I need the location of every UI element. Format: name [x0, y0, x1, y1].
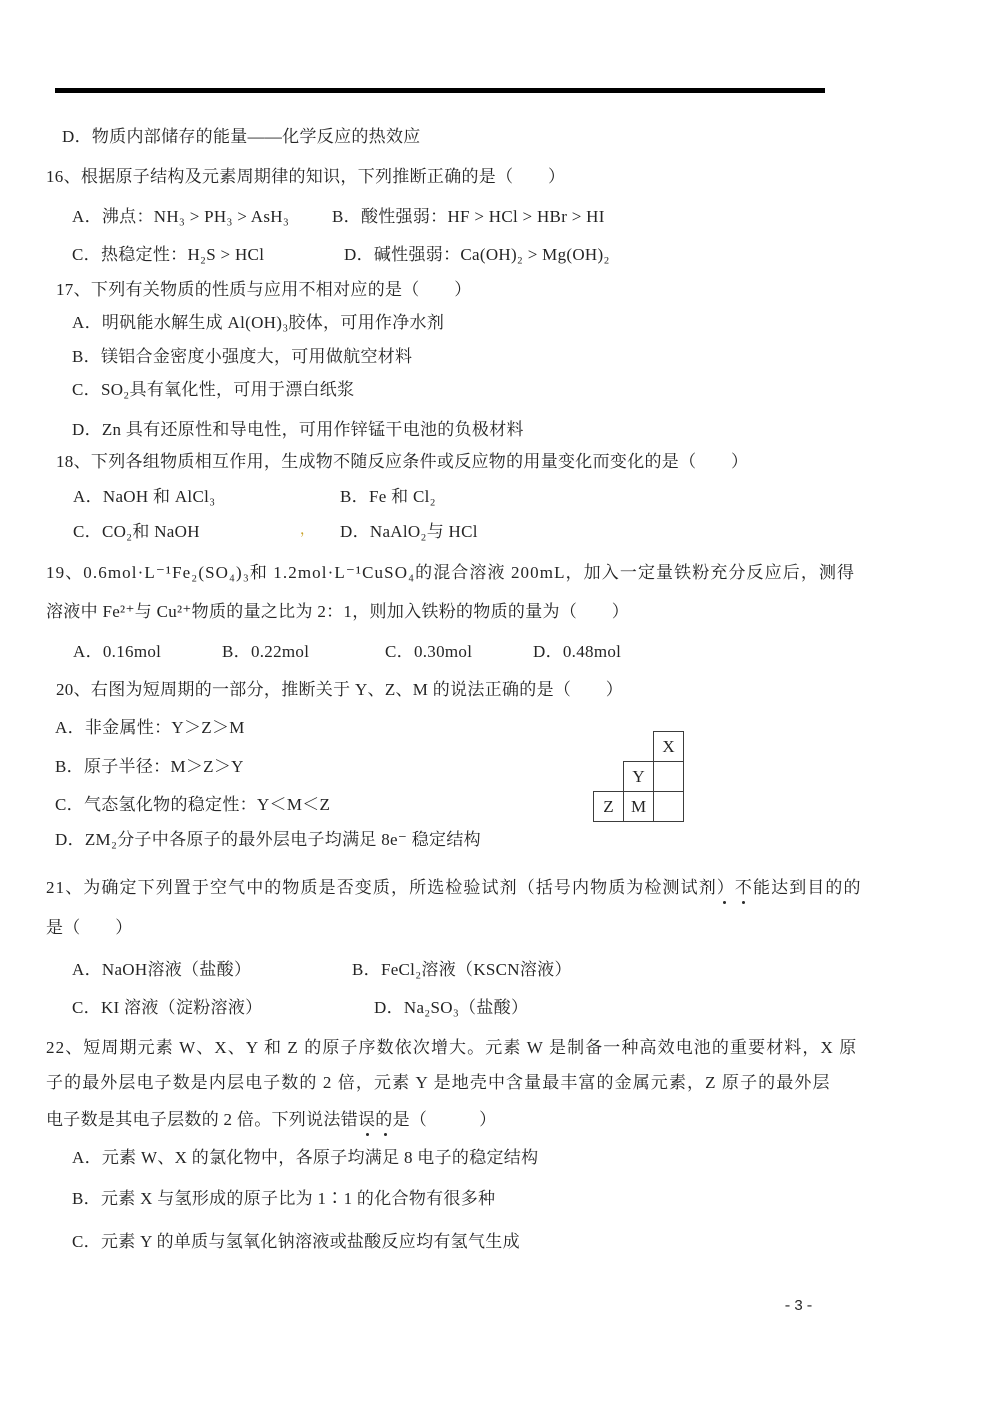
question-20-option-c: C．气态氢化物的稳定性：Y＜M＜Z: [55, 795, 331, 814]
question-18-option-a: A．NaOH 和 AlCl₃: [73, 487, 216, 506]
question-16-option-d: D．碱性强弱：Ca(OH)₂ > Mg(OH)₂: [344, 245, 610, 264]
question-17-option-c: C．SO₂具有氧化性，可用于漂白纸浆: [72, 380, 355, 399]
question-21-option-d: D．Na₂SO₃（盐酸）: [374, 998, 529, 1017]
question-21-option-b: B．FeCl₂溶液（KSCN溶液）: [352, 960, 572, 979]
question-22-stem-line1: 22、短周期元素 W、X、Y 和 Z 的原子序数依次增大。元素 W 是制备一种高效电池的重要材料，X 原: [46, 1038, 858, 1057]
question-22-stem-line3: 电子数是其电子层数的 2 倍。下列说法错误的是（ ）: [46, 1110, 497, 1129]
question-20-option-a: A．非金属性：Y＞Z＞M: [55, 718, 245, 737]
question-17-stem: 17、下列有关物质的性质与应用不相对应的是（ ）: [56, 280, 472, 299]
question-21-stem-line2: 是（ ）: [46, 918, 133, 937]
question-15-option-d: D．物质内部储存的能量——化学反应的热效应: [62, 127, 421, 146]
question-17-option-d: D．Zn 具有还原性和导电性，可用作锌锰干电池的负极材料: [72, 420, 524, 439]
question-20-option-b: B．原子半径：M＞Z＞Y: [55, 757, 244, 776]
question-18-option-c: C．CO₂和 NaOH: [73, 522, 200, 541]
question-22-option-c: C．元素 Y 的单质与氢氧化钠溶液或盐酸反应均有氢气生成: [72, 1232, 520, 1251]
diagram-cell-empty-middle: [653, 761, 684, 792]
question-19-option-d: D．0.48mol: [533, 642, 622, 661]
question-16-option-b: B．酸性强弱：HF > HCl > HBr > HI: [332, 207, 605, 226]
question-22-option-b: B．元素 X 与氢形成的原子比为 1∶1 的化合物有很多种: [72, 1189, 496, 1208]
question-19-option-c: C．0.30mol: [385, 642, 473, 661]
stray-comma-mark: ，: [300, 523, 314, 538]
header-rule: [55, 88, 825, 93]
question-19-stem-line1: 19、0.6mol·L⁻¹Fe₂(SO₄)₃和 1.2mol·L⁻¹CuSO₄的混合溶液 200mL，加入一定量铁粉充分反应后，测得: [46, 563, 856, 582]
emphasis-dot: [742, 901, 745, 904]
question-22-stem-line2: 子的最外层电子数是内层电子数的 2 倍，元素 Y 是地壳中含量最丰富的金属元素，Z 原子的最外层: [46, 1073, 831, 1092]
question-18-option-b: B．Fe 和 Cl₂: [340, 487, 436, 506]
question-18-stem: 18、下列各组物质相互作用，生成物不随反应条件或反应物的用量变化而变化的是（ ）: [56, 452, 749, 471]
question-20-option-d: D．ZM₂分子中各原子的最外层电子均满足 8e⁻ 稳定结构: [55, 830, 481, 849]
question-21-stem-line1: 21、为确定下列置于空气中的物质是否变质，所选检验试剂（括号内物质为检测试剂）不能达到目的的: [46, 878, 862, 897]
question-16-option-c: C．热稳定性：H₂S > HCl: [72, 245, 265, 264]
question-22-option-a: A．元素 W、X 的氯化物中，各原子均满足 8 电子的稳定结构: [72, 1148, 539, 1167]
page-number: -3-: [783, 1298, 817, 1315]
question-17-option-a: A．明矾能水解生成 Al(OH)₃胶体，可用作净水剂: [72, 313, 445, 332]
diagram-cell-m: M: [623, 791, 654, 822]
question-21-option-a: A．NaOH溶液（盐酸）: [72, 960, 252, 979]
question-16-option-a: A．沸点：NH₃ > PH₃ > AsH₃: [72, 207, 290, 226]
diagram-cell-x: X: [653, 731, 684, 762]
question-19-option-a: A．0.16mol: [73, 642, 162, 661]
question-20-stem: 20、右图为短周期的一部分，推断关于 Y、Z、M 的说法正确的是（ ）: [56, 680, 624, 699]
question-17-option-b: B．镁铝合金密度小强度大，可用做航空材料: [72, 347, 413, 366]
question-18-option-d: D．NaAlO₂与 HCl: [340, 522, 478, 541]
diagram-cell-z: Z: [593, 791, 624, 822]
question-16-stem: 16、根据原子结构及元素周期律的知识，下列推断正确的是（ ）: [46, 167, 566, 186]
diagram-cell-empty-bottom: [653, 791, 684, 822]
emphasis-dot: [384, 1133, 387, 1136]
emphasis-dot: [366, 1133, 369, 1136]
diagram-cell-y: Y: [623, 761, 654, 792]
emphasis-dot: [723, 901, 726, 904]
question-19-stem-line2: 溶液中 Fe²⁺与 Cu²⁺物质的量之比为 2：1，则加入铁粉的物质的量为（ ）: [46, 602, 630, 621]
question-21-option-c: C．KI 溶液（淀粉溶液）: [72, 998, 263, 1017]
question-19-option-b: B．0.22mol: [222, 642, 310, 661]
